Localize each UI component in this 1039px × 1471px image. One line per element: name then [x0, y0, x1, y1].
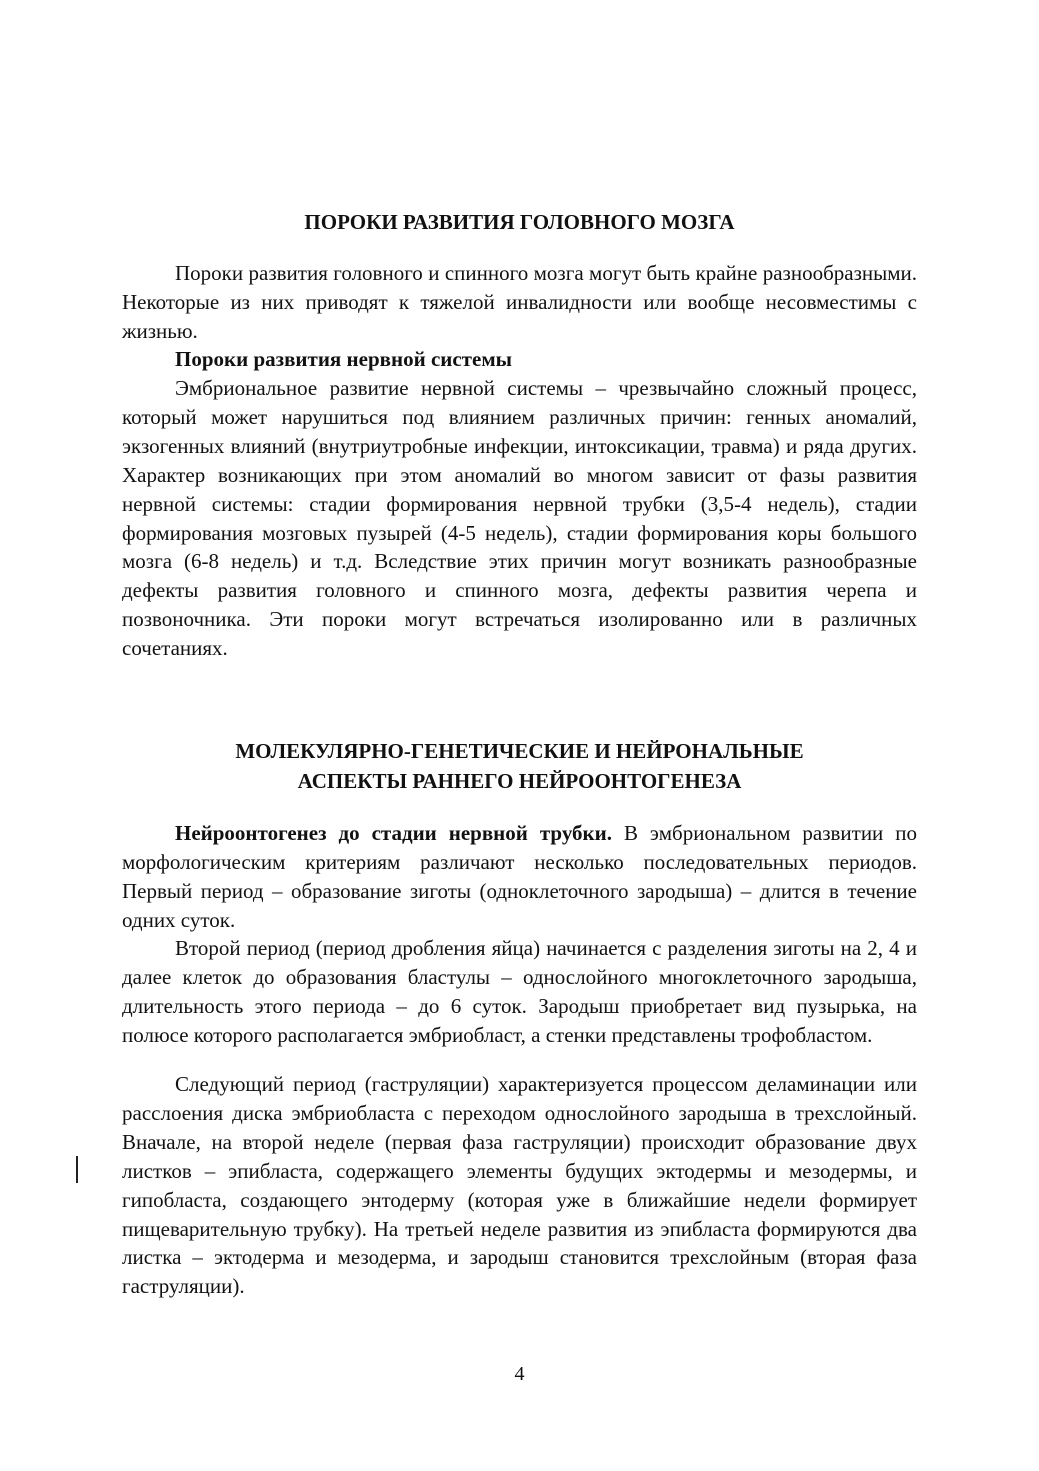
margin-mark: [76, 1156, 78, 1183]
section-title-molecular-genetic: [122, 736, 917, 796]
subheading-nervous-system-malformations: Пороки развития нервной системы: [175, 347, 513, 371]
paragraph-lead-bold: Нейроонтогенез до стадии нервной трубки.: [175, 821, 612, 845]
page-number: 4: [514, 1363, 525, 1385]
paragraph-lead-text: В эмбриональном развитии по морфологическим критериям различают несколько последовательных периодов. Первый период – образование зиготы (одноклеточного зародыша) – длится в течение одних суток.: [122, 821, 917, 932]
section-title-line-1: МОЛЕКУЛЯРНО-ГЕНЕТИЧЕСКИЕ И НЕЙРОНАЛЬНЫЕ: [235, 739, 804, 763]
paragraph-intro: Пороки развития головного и спинного мозга могут быть крайне разнообразными. Некоторые из них приводят к тяжелой инвалидности или вообще несовместимы с жизнью.: [122, 261, 917, 343]
paragraph-neuroontogenesis: [122, 819, 917, 935]
section-title-brain-malformations: ПОРОКИ РАЗВИТИЯ ГОЛОВНОГО МОЗГА: [304, 210, 735, 234]
section-title-line-2: АСПЕКТЫ РАННЕГО НЕЙРООНТОГЕНЕЗА: [297, 769, 742, 793]
paragraph-embryonic-development: Эмбриональное развитие нервной системы – чрезвычайно сложный процесс, который может нарушиться под влиянием различных причин: генных аномалий, экзогенных влияний (внутриутробные инфекции, интоксикации, травма) и ряда других. Характер возникающих при этом аномалий во многом зависит от фазы развития нервной системы: стадии формирования нервной трубки (3,5-4 недель), стадии формирования мозговых пузырей (4-5 недель), стадии формирования коры большого мозга (6-8 недель) и т.д. Вследствие этих причин могут возникать разнообразные дефекты развития головного и спинного мозга, дефекты развития черепа и позвоночника. Эти пороки могут встречаться изолированно или в различных сочетаниях.: [122, 376, 917, 661]
paragraph-gastrulation: Следующий период (гаструляции) характеризуется процессом деламинации или расслоения диска эмбриобласта с переходом однослойного зародыша в трехслойный. Вначале, на второй неделе (первая фаза гаструляции) происходит образование двух листков – эпибласта, содержащего элементы будущих эктодермы и мезодермы, и гипобласта, создающего энтодерму (которая уже в ближайшие недели формирует пищеварительную трубку). На третьей неделе развития из эпибласта формируются два листка – эктодерма и мезодерма, и зародыш становится трехслойным (вторая фаза гаструляции).: [122, 1072, 917, 1299]
paragraph-cleavage-period: Второй период (период дробления яйца) начинается с разделения зиготы на 2, 4 и далее клеток до образования бластулы – однослойного многоклеточного зародыша, длительность этого периода – до 6 суток. Зародыш приобретает вид пузырька, на полюсе которого располагается эмбриобласт, а стенки представлены трофобластом.: [122, 936, 917, 1047]
